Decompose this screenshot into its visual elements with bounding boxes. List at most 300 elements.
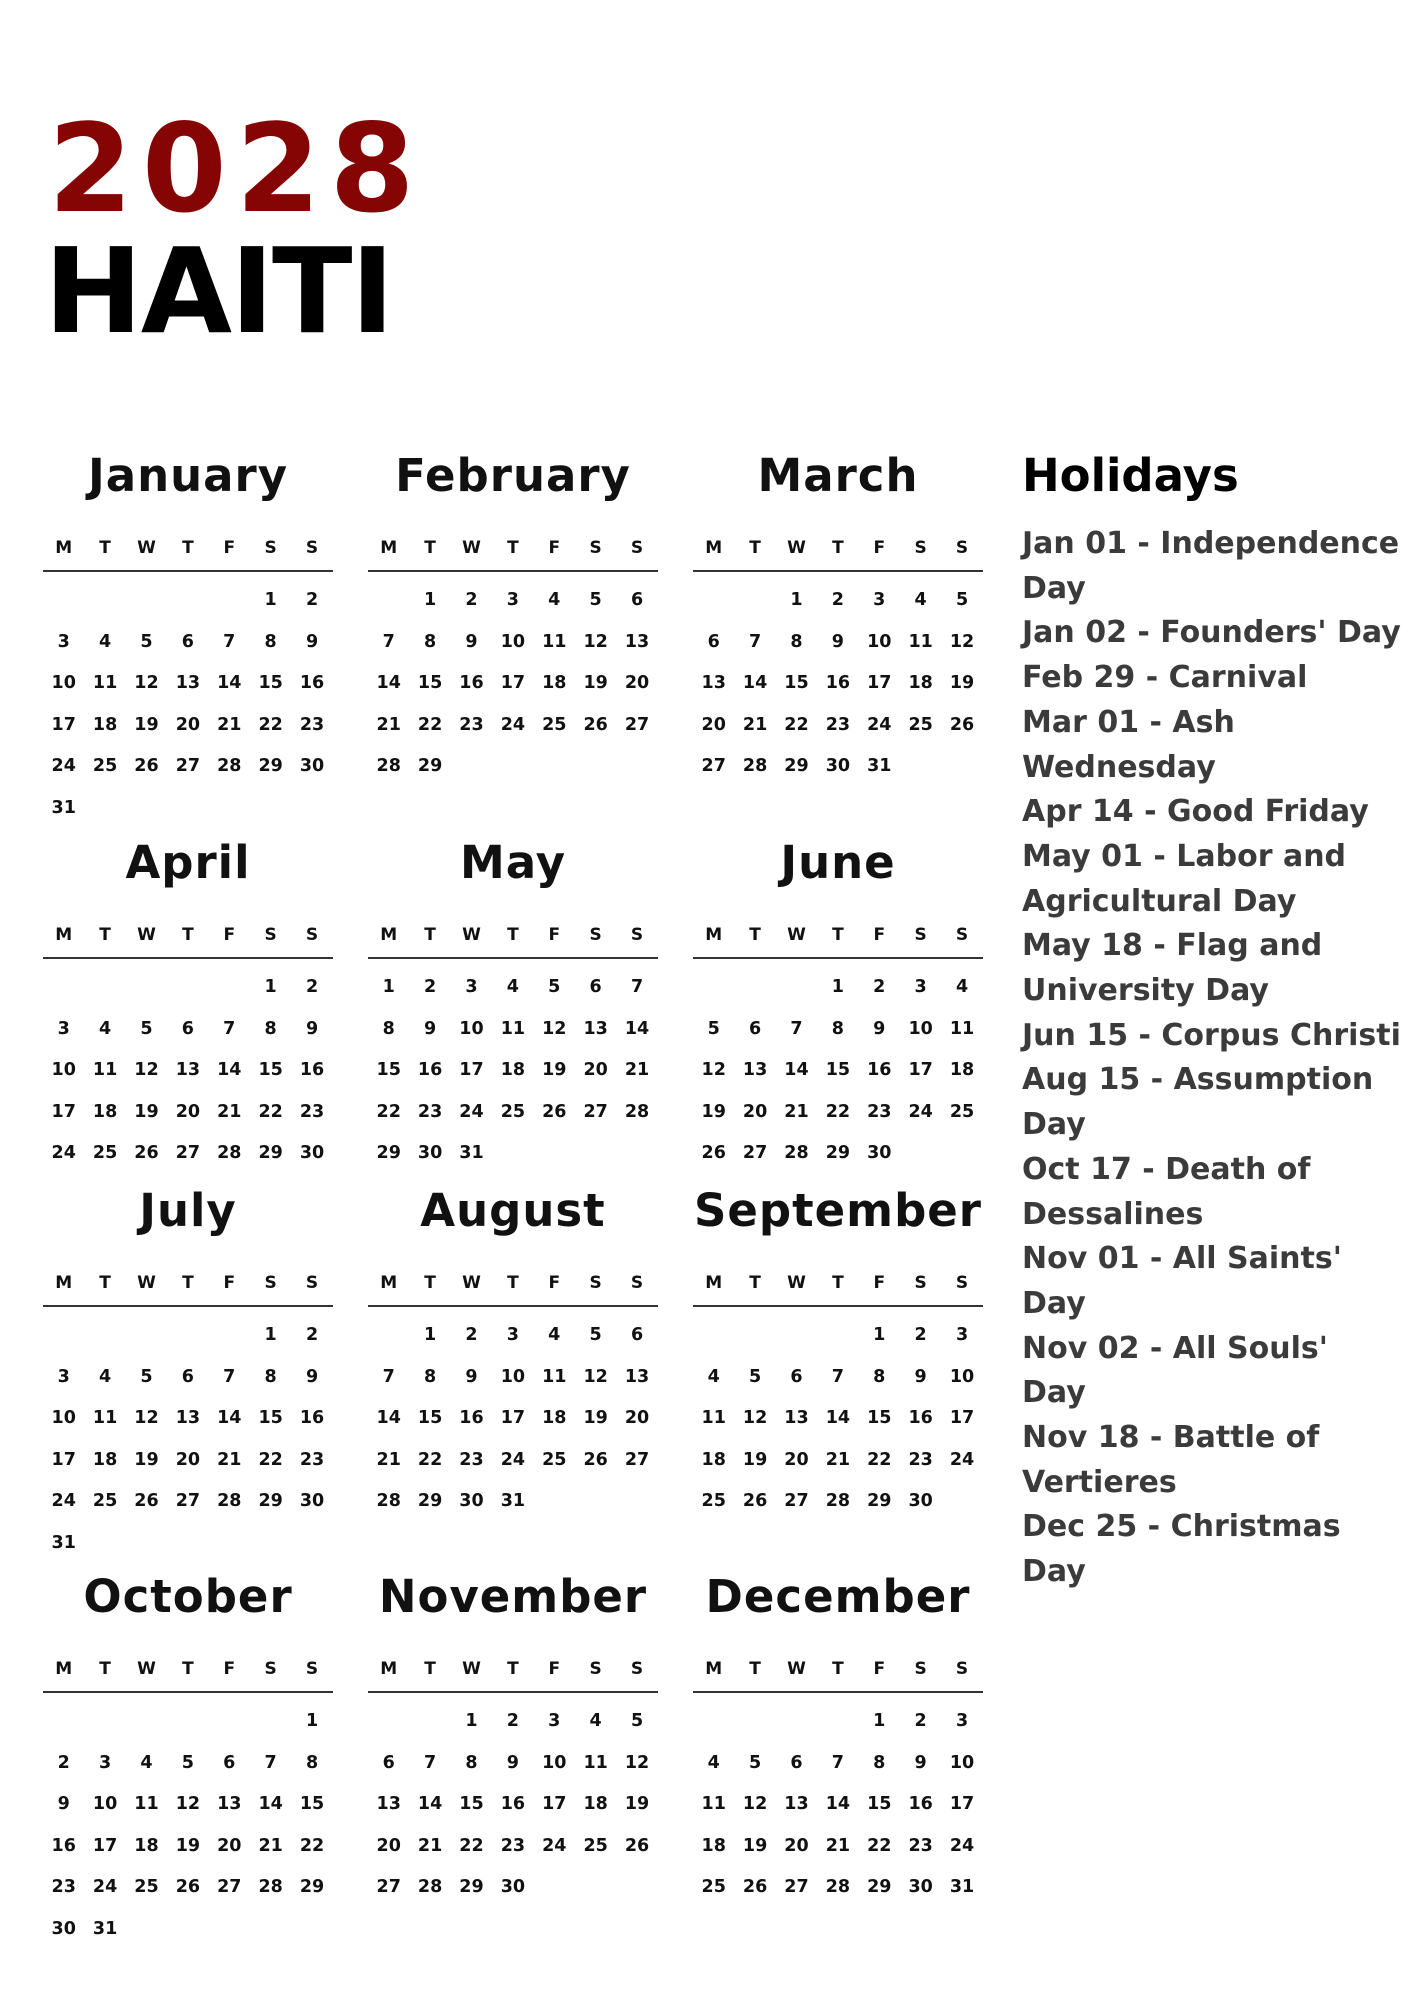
day-cell: 30 <box>299 1143 325 1163</box>
weekday-label: T <box>424 1659 436 1679</box>
weekday-label: T <box>749 925 761 945</box>
day-cell: 23 <box>459 714 484 735</box>
day-cell: 10 <box>867 631 892 652</box>
day-cell: 24 <box>51 1491 76 1511</box>
day-cell: 7 <box>382 1366 395 1387</box>
month-title: February <box>395 449 631 502</box>
day-cell-empty <box>43 580 84 622</box>
day-cell: 14 <box>825 1408 851 1428</box>
day-cell-empty <box>126 1701 167 1743</box>
day-cell: 18 <box>908 673 933 693</box>
day-cell: 12 <box>624 1752 650 1773</box>
day-cell: 26 <box>742 1877 768 1897</box>
day-cell: 5 <box>707 1018 720 1039</box>
day-cell: 24 <box>500 1449 526 1470</box>
day-cell: 9 <box>305 631 319 652</box>
weekday-label: M <box>380 925 398 945</box>
day-cell: 26 <box>742 1491 768 1511</box>
day-cell: 28 <box>784 1143 809 1163</box>
day-cell: 19 <box>542 1060 567 1080</box>
day-cell: 22 <box>825 1101 851 1122</box>
day-cell: 10 <box>51 673 76 693</box>
day-cell: 13 <box>784 1408 809 1428</box>
day-cell: 23 <box>299 1101 325 1122</box>
day-cell: 24 <box>51 1143 76 1163</box>
weekday-label: T <box>832 925 844 945</box>
weekday-label: S <box>955 925 969 945</box>
day-cell: 9 <box>831 631 844 652</box>
day-cell: 30 <box>825 756 851 776</box>
weekday-label: S <box>955 1659 969 1679</box>
weekday-label: M <box>705 538 723 558</box>
weekday-label: S <box>914 925 927 945</box>
day-cell: 18 <box>701 1449 726 1470</box>
day-cell: 14 <box>376 1408 401 1428</box>
weekday-label: F <box>873 538 886 558</box>
day-cell: 11 <box>500 1018 526 1039</box>
day-cell: 26 <box>583 714 608 735</box>
header-divider <box>368 1691 658 1693</box>
day-cell: 23 <box>908 1835 933 1856</box>
day-cell: 13 <box>376 1794 401 1814</box>
day-cell: 29 <box>867 1491 892 1511</box>
day-cell: 20 <box>376 1835 401 1856</box>
day-cell: 19 <box>134 714 159 735</box>
month-february <box>368 448 658 788</box>
day-cell: 2 <box>873 977 886 997</box>
weekday-header <box>368 925 658 947</box>
weekday-header <box>368 538 658 560</box>
month-title: July <box>139 1184 237 1237</box>
day-cell: 16 <box>908 1794 933 1814</box>
day-cell: 21 <box>258 1835 283 1856</box>
day-cell: 18 <box>500 1060 526 1080</box>
weekday-label: M <box>705 925 723 945</box>
day-cell: 3 <box>506 590 519 610</box>
day-cell-empty <box>126 967 167 1009</box>
day-cell: 17 <box>92 1835 118 1856</box>
weekday-label: F <box>548 925 561 945</box>
day-cell: 5 <box>140 631 153 652</box>
weekday-label: S <box>589 1273 602 1293</box>
day-cell: 15 <box>258 1060 283 1080</box>
day-cell: 13 <box>624 631 650 652</box>
day-cell: 20 <box>217 1835 242 1856</box>
day-cell: 2 <box>57 1752 70 1773</box>
weekday-label: S <box>305 538 319 558</box>
day-cell: 19 <box>134 1449 159 1470</box>
day-cell: 6 <box>181 631 194 652</box>
day-grid <box>43 580 333 829</box>
day-grid <box>693 580 983 788</box>
day-cell: 1 <box>305 1711 319 1731</box>
day-cell: 7 <box>831 1752 844 1773</box>
day-cell: 2 <box>305 590 319 610</box>
day-cell: 15 <box>258 673 283 693</box>
weekday-header <box>368 1659 658 1681</box>
weekday-header <box>693 1273 983 1295</box>
day-cell: 29 <box>417 1491 443 1511</box>
day-cell: 6 <box>382 1752 395 1773</box>
day-cell: 19 <box>742 1449 768 1470</box>
holiday-item: Jun 15 - Corpus Christi <box>1022 1017 1401 1053</box>
day-cell-empty <box>817 1315 858 1357</box>
day-cell: 24 <box>908 1101 933 1122</box>
day-cell: 10 <box>500 631 526 652</box>
day-cell: 23 <box>51 1877 76 1897</box>
day-cell: 26 <box>949 714 975 735</box>
weekday-label: S <box>305 1273 319 1293</box>
day-cell: 30 <box>459 1491 484 1511</box>
day-cell: 20 <box>742 1101 768 1122</box>
day-cell: 2 <box>423 977 437 997</box>
day-cell-empty <box>84 1315 125 1357</box>
day-cell: 20 <box>175 1101 201 1122</box>
day-cell: 15 <box>867 1794 892 1814</box>
day-cell: 6 <box>790 1752 803 1773</box>
day-cell: 13 <box>583 1018 608 1039</box>
day-cell: 16 <box>51 1835 76 1856</box>
holiday-item: Mar 01 - Ash Wednesday <box>1022 704 1235 785</box>
weekday-label: W <box>787 538 806 558</box>
weekday-label: S <box>264 925 277 945</box>
day-cell: 18 <box>542 673 567 693</box>
day-cell: 12 <box>134 1408 159 1428</box>
month-title: May <box>459 836 567 889</box>
day-cell: 4 <box>140 1752 153 1773</box>
day-cell: 7 <box>831 1366 844 1387</box>
day-cell: 12 <box>583 1366 608 1387</box>
holiday-item: May 18 - Flag and University Day <box>1022 928 1323 1009</box>
month-june <box>693 835 983 1175</box>
month-april <box>43 835 333 1175</box>
weekday-label: F <box>223 538 236 558</box>
day-cell: 7 <box>748 631 762 652</box>
day-cell-empty <box>734 580 775 622</box>
day-cell-empty <box>167 967 208 1009</box>
day-cell: 24 <box>459 1101 484 1122</box>
day-cell: 31 <box>867 756 892 776</box>
day-cell: 5 <box>589 1325 602 1345</box>
day-cell: 29 <box>825 1143 851 1163</box>
holiday-item: Oct 17 - Death of Dessalines <box>1022 1151 1311 1232</box>
day-cell: 25 <box>701 1491 726 1511</box>
day-cell: 31 <box>51 1532 76 1553</box>
day-cell: 26 <box>701 1143 726 1163</box>
day-cell: 16 <box>459 1408 484 1428</box>
day-cell: 3 <box>57 1366 70 1387</box>
day-cell: 5 <box>955 590 969 610</box>
day-cell: 1 <box>423 1325 437 1345</box>
day-cell: 27 <box>175 756 201 776</box>
day-cell-empty <box>250 1701 291 1743</box>
day-cell-empty <box>693 580 734 622</box>
holiday-item: Aug 15 - Assumption Day <box>1022 1062 1374 1143</box>
weekday-label: M <box>705 1659 723 1679</box>
holiday-item: Jan 02 - Founders' Day <box>1022 615 1401 651</box>
day-cell: 8 <box>465 1752 478 1773</box>
day-cell: 14 <box>217 1060 242 1080</box>
day-cell-empty <box>84 1701 125 1743</box>
day-cell: 1 <box>264 977 277 997</box>
day-cell: 22 <box>258 1101 283 1122</box>
day-cell: 8 <box>873 1752 886 1773</box>
month-title: April <box>125 836 251 889</box>
day-cell-empty <box>368 1701 409 1743</box>
day-cell: 15 <box>299 1794 325 1814</box>
day-cell: 30 <box>299 756 325 776</box>
day-cell: 3 <box>955 1711 969 1731</box>
month-title: November <box>378 1570 648 1623</box>
day-cell-empty <box>167 1315 208 1357</box>
month-title: January <box>87 449 289 502</box>
weekday-header <box>693 925 983 947</box>
weekday-label: M <box>380 1659 398 1679</box>
day-cell: 16 <box>825 673 851 693</box>
weekday-label: T <box>832 538 844 558</box>
day-cell: 5 <box>140 1366 153 1387</box>
day-cell: 30 <box>867 1143 892 1163</box>
day-cell: 25 <box>92 756 118 776</box>
day-cell: 28 <box>624 1101 650 1122</box>
day-cell-empty <box>776 967 817 1009</box>
day-cell-empty <box>693 1701 734 1743</box>
day-cell: 13 <box>217 1794 242 1814</box>
day-cell: 23 <box>299 714 325 735</box>
holiday-item: Jan 01 - Independence Day <box>1022 526 1400 606</box>
weekday-label: S <box>955 1273 969 1293</box>
month-title: March <box>757 449 919 502</box>
weekday-label: S <box>589 538 602 558</box>
day-cell: 22 <box>258 714 283 735</box>
day-cell: 12 <box>542 1018 567 1039</box>
day-cell: 17 <box>51 1449 76 1470</box>
day-cell: 6 <box>181 1366 194 1387</box>
day-cell: 30 <box>908 1877 933 1897</box>
weekday-label: S <box>914 1659 927 1679</box>
header-divider <box>43 1305 333 1307</box>
weekday-label: T <box>749 538 761 558</box>
weekday-label: S <box>589 1659 602 1679</box>
day-cell: 26 <box>134 1491 159 1511</box>
day-cell-empty <box>734 1315 775 1357</box>
day-cell: 28 <box>217 1143 242 1163</box>
holiday-item: Nov 18 - Battle of Vertieres <box>1022 1420 1320 1500</box>
weekday-label: W <box>462 1659 481 1679</box>
day-cell: 12 <box>134 673 159 693</box>
day-cell: 28 <box>217 756 242 776</box>
day-cell-empty <box>84 580 125 622</box>
weekday-label: T <box>832 1273 844 1293</box>
month-title: August <box>420 1184 606 1237</box>
month-august <box>368 1183 658 1523</box>
day-cell: 7 <box>423 1752 437 1773</box>
weekday-label: S <box>630 538 644 558</box>
day-cell: 3 <box>548 1711 561 1731</box>
day-cell: 3 <box>98 1752 112 1773</box>
day-cell: 31 <box>949 1877 975 1897</box>
day-cell-empty <box>209 1701 250 1743</box>
day-cell: 23 <box>908 1449 933 1470</box>
day-cell: 21 <box>742 714 768 735</box>
day-cell: 25 <box>500 1101 526 1122</box>
weekday-label: W <box>137 1273 156 1293</box>
weekday-label: F <box>548 1659 561 1679</box>
day-cell: 16 <box>500 1794 526 1814</box>
day-cell: 10 <box>459 1018 484 1039</box>
holidays-heading: Holidays <box>1022 449 1239 502</box>
header-divider <box>43 957 333 959</box>
day-cell: 4 <box>98 631 112 652</box>
day-cell: 20 <box>583 1060 608 1080</box>
day-cell: 17 <box>949 1794 975 1814</box>
day-cell: 21 <box>217 1449 242 1470</box>
weekday-label: W <box>787 1659 806 1679</box>
day-cell: 4 <box>98 1018 112 1039</box>
day-cell: 3 <box>955 1325 969 1345</box>
weekday-label: F <box>223 925 236 945</box>
weekday-label: S <box>914 1273 927 1293</box>
day-cell: 27 <box>175 1143 201 1163</box>
weekday-label: M <box>55 1273 73 1293</box>
day-cell: 3 <box>873 590 886 610</box>
day-cell: 12 <box>742 1408 768 1428</box>
day-cell: 6 <box>630 590 644 610</box>
day-cell: 8 <box>831 1018 844 1039</box>
day-cell-empty <box>209 580 250 622</box>
day-cell: 5 <box>548 977 561 997</box>
day-cell: 26 <box>624 1835 650 1856</box>
day-cell: 30 <box>299 1491 325 1511</box>
day-cell: 8 <box>264 631 277 652</box>
weekday-label: W <box>787 925 806 945</box>
day-cell: 7 <box>223 631 236 652</box>
day-cell: 6 <box>707 631 720 652</box>
day-cell: 21 <box>624 1060 650 1080</box>
weekday-label: S <box>264 1659 277 1679</box>
weekday-label: S <box>305 925 319 945</box>
day-cell: 10 <box>92 1794 118 1814</box>
day-cell: 16 <box>299 1060 325 1080</box>
day-cell: 25 <box>92 1143 118 1163</box>
weekday-label: T <box>424 1273 436 1293</box>
day-grid <box>368 1701 658 1909</box>
day-cell: 19 <box>742 1835 768 1856</box>
day-cell: 28 <box>258 1877 283 1897</box>
day-cell: 11 <box>92 673 118 693</box>
day-cell: 9 <box>506 1752 519 1773</box>
day-cell: 10 <box>949 1752 975 1773</box>
day-cell: 28 <box>376 756 401 776</box>
month-january <box>43 448 333 829</box>
header-divider <box>693 957 983 959</box>
day-cell: 7 <box>790 1018 803 1039</box>
day-cell: 14 <box>417 1794 443 1814</box>
day-grid <box>693 1701 983 1909</box>
day-cell: 28 <box>825 1877 851 1897</box>
weekday-label: S <box>630 1659 644 1679</box>
day-cell-empty <box>167 1701 208 1743</box>
day-cell: 19 <box>583 673 608 693</box>
day-cell: 11 <box>908 631 933 652</box>
day-cell: 25 <box>701 1877 726 1897</box>
weekday-label: T <box>99 925 111 945</box>
day-cell: 21 <box>376 1449 401 1470</box>
day-cell: 24 <box>92 1877 118 1897</box>
day-cell: 7 <box>223 1366 236 1387</box>
day-cell: 28 <box>742 756 768 776</box>
day-cell: 14 <box>217 673 242 693</box>
day-cell: 15 <box>825 1060 851 1080</box>
day-cell-empty <box>43 1701 84 1743</box>
year-heading: 2028 <box>48 98 424 240</box>
day-cell: 17 <box>51 714 76 735</box>
day-grid <box>43 1701 333 1950</box>
header-divider <box>693 1691 983 1693</box>
weekday-label: W <box>787 1273 806 1293</box>
day-cell: 29 <box>258 1143 283 1163</box>
day-cell: 12 <box>134 1060 159 1080</box>
day-cell: 30 <box>908 1491 933 1511</box>
day-cell: 19 <box>583 1408 608 1428</box>
day-cell: 23 <box>867 1101 892 1122</box>
weekday-label: S <box>264 538 277 558</box>
day-grid <box>368 967 658 1175</box>
day-cell: 11 <box>92 1060 118 1080</box>
day-cell: 24 <box>949 1835 975 1856</box>
day-cell: 31 <box>92 1918 118 1939</box>
day-grid <box>43 967 333 1175</box>
day-cell: 23 <box>825 714 851 735</box>
day-cell: 29 <box>258 1491 283 1511</box>
weekday-header <box>693 1659 983 1681</box>
day-cell: 24 <box>500 714 526 735</box>
day-cell: 18 <box>92 1101 118 1122</box>
day-cell: 17 <box>542 1794 567 1814</box>
day-cell: 26 <box>175 1877 201 1897</box>
day-cell: 10 <box>949 1366 975 1387</box>
day-cell: 1 <box>873 1325 886 1345</box>
header-divider <box>43 1691 333 1693</box>
day-cell: 13 <box>784 1794 809 1814</box>
weekday-header <box>43 538 333 560</box>
day-cell: 17 <box>500 1408 526 1428</box>
day-cell: 6 <box>181 1018 194 1039</box>
day-cell: 8 <box>423 1366 437 1387</box>
weekday-label: S <box>914 538 927 558</box>
day-cell: 17 <box>908 1060 933 1080</box>
day-cell: 15 <box>417 673 443 693</box>
day-cell: 11 <box>949 1018 975 1039</box>
day-cell: 13 <box>175 673 201 693</box>
day-grid <box>43 1315 333 1564</box>
day-cell: 4 <box>589 1711 602 1731</box>
day-cell: 1 <box>873 1711 886 1731</box>
day-cell: 1 <box>831 977 844 997</box>
weekday-label: T <box>182 925 194 945</box>
day-cell-empty <box>126 580 167 622</box>
day-cell: 5 <box>748 1752 762 1773</box>
day-cell: 11 <box>92 1408 118 1428</box>
day-cell: 5 <box>181 1752 194 1773</box>
day-cell: 17 <box>949 1408 975 1428</box>
day-cell: 21 <box>417 1835 443 1856</box>
day-cell: 5 <box>589 590 602 610</box>
weekday-header <box>43 1273 333 1295</box>
day-cell: 23 <box>500 1835 526 1856</box>
day-cell: 8 <box>264 1366 277 1387</box>
day-cell: 20 <box>175 1449 201 1470</box>
